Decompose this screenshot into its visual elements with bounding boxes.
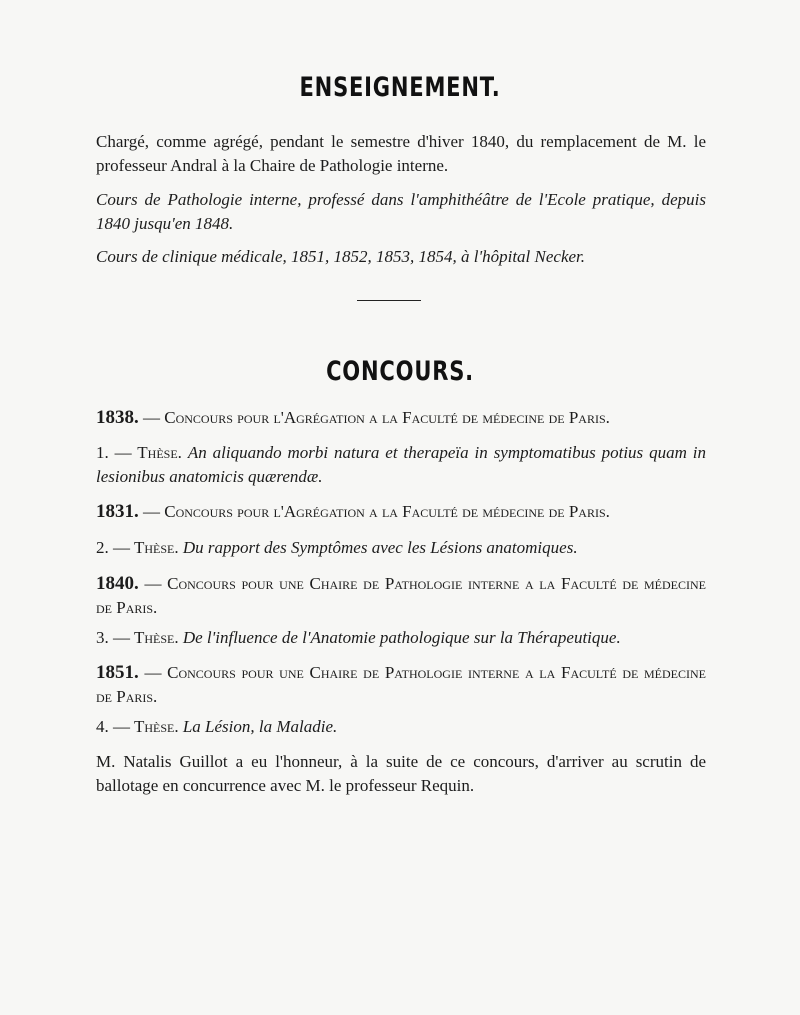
these-label: 1. — Thèse.: [96, 443, 182, 462]
concours-entry: [96, 500, 706, 524]
paragraph-cours-pathologie: Cours de Pathologie interne, professé dans l'amphithéâtre de l'Ecole pratique, depuis 1840 jusqu'en 1848.: [96, 190, 706, 233]
concours-year: 1831.: [96, 501, 139, 522]
concours-description: — Concours pour une Chaire de Pathologie interne a la Faculté de médecine de Paris.: [96, 574, 707, 617]
closing-paragraph: M. Natalis Guillot a eu l'honneur, à la suite de ce concours, d'arriver au scrutin de ballotage en concurrence avec M. le professeur Requin.: [96, 752, 706, 795]
these-entry: [96, 715, 706, 739]
concours-year: 1851.: [96, 662, 139, 683]
these-entry: [96, 536, 706, 560]
these-title: De l'influence de l'Anatomie pathologique sur la Thérapeutique.: [182, 628, 621, 647]
concours-year: 1840.: [96, 573, 139, 594]
concours-description: — Concours pour l'Agrégation a la Faculté de médecine de Paris.: [143, 502, 610, 521]
these-title: Du rapport des Symptômes avec les Lésions anatomiques.: [182, 538, 578, 557]
concours-description: — Concours pour une Chaire de Pathologie interne a la Faculté de médecine de Paris.: [96, 663, 707, 706]
these-label: 3. — Thèse.: [96, 628, 179, 647]
these-label: 4. — Thèse.: [96, 717, 179, 736]
section-title-concours: CONCOURS.: [326, 356, 474, 387]
section-title-enseignement: ENSEIGNEMENT.: [299, 72, 501, 103]
section-divider: [357, 300, 421, 301]
these-title: La Lésion, la Maladie.: [182, 717, 338, 736]
concours-entry: [96, 572, 706, 620]
paragraph-charge: Chargé, comme agrégé, pendant le semestre d'hiver 1840, du remplacement de M. le professeur Andral à la Chaire de Pathologie interne.: [96, 132, 706, 175]
these-title: An aliquando morbi natura et therapeïa in symptomatibus potius quam in lesionibus anatomicis quærendæ.: [96, 443, 707, 486]
paragraph-cours-clinique: Cours de clinique médicale, 1851, 1852, 1853, 1854, à l'hôpital Necker.: [96, 247, 586, 266]
these-label: 2. — Thèse.: [96, 538, 179, 557]
these-entry: [96, 626, 706, 650]
concours-entry: [96, 406, 706, 430]
concours-description: — Concours pour l'Agrégation a la Faculté de médecine de Paris.: [143, 408, 610, 427]
these-entry: [96, 441, 706, 489]
concours-year: 1838.: [96, 407, 139, 428]
concours-entry: [96, 661, 706, 709]
